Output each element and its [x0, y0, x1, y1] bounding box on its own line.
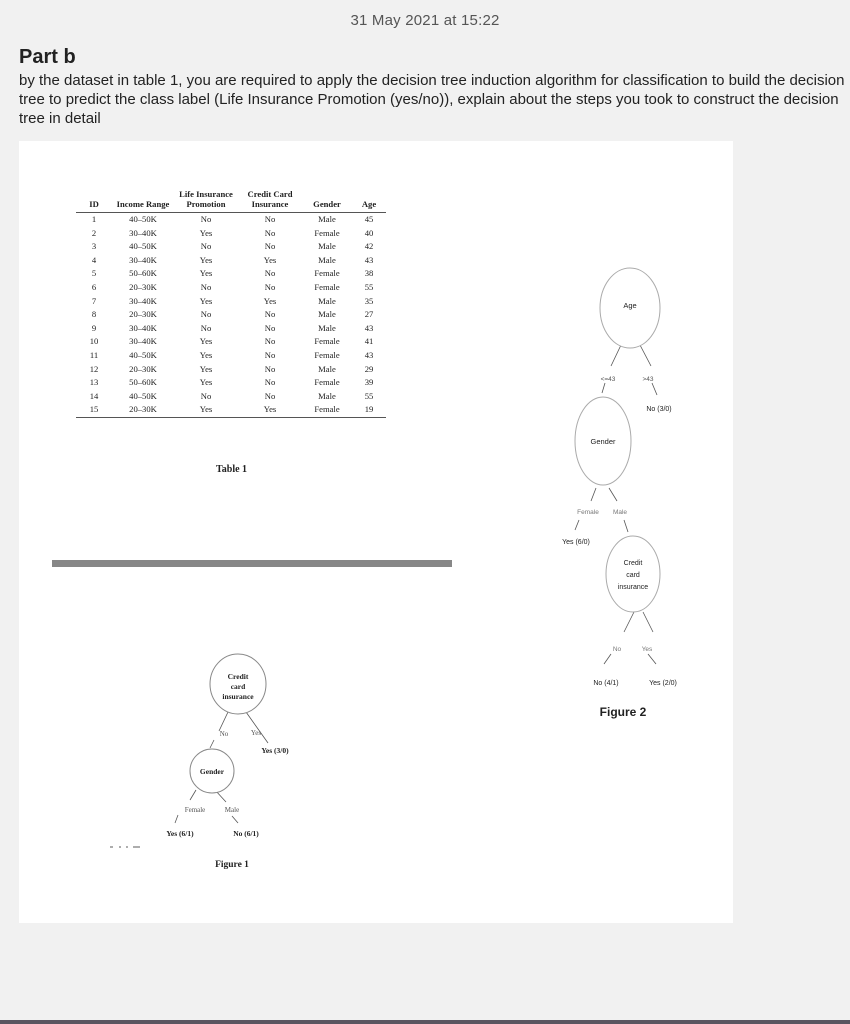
cell-income-range: 40–50K — [129, 214, 157, 224]
cell-income-range: 50–60K — [129, 377, 157, 388]
cell-income-range: 30–40K — [129, 227, 157, 238]
edge-label: >43 — [642, 376, 654, 383]
edge-line — [611, 345, 621, 366]
col-age: Age — [352, 189, 386, 213]
edge-line — [624, 612, 634, 632]
cell-age: 39 — [364, 377, 374, 388]
cell-age: 43 — [364, 349, 374, 360]
cell-life-insurance-promotion: Yes — [199, 336, 213, 347]
cell-life-insurance-promotion: No — [200, 322, 212, 333]
cell-life-insurance-promotion: Yes — [199, 295, 213, 306]
edge-line — [652, 383, 657, 395]
cell-gender: Female — [314, 281, 340, 292]
cell-gender: Female — [314, 227, 340, 238]
cell-credit-card-insurance: No — [264, 241, 276, 252]
figure-1 — [166, 654, 289, 870]
cell-id: 12 — [89, 363, 99, 374]
node-label: Gender — [199, 767, 225, 776]
cell-credit-card-insurance: No — [264, 390, 276, 401]
cell-gender: Male — [318, 363, 336, 374]
cell-life-insurance-promotion: No — [200, 309, 212, 320]
cell-income-range: 20–30K — [129, 281, 157, 292]
cell-id: 4 — [91, 254, 97, 265]
edge-label: Male — [224, 806, 240, 814]
node-label: insurance — [222, 692, 254, 701]
cell-credit-card-insurance: No — [264, 214, 276, 224]
cell-life-insurance-promotion: No — [200, 390, 212, 401]
cell-credit-card-insurance: No — [264, 309, 276, 320]
cell-life-insurance-promotion: No — [200, 241, 212, 252]
cell-income-range: 30–40K — [129, 254, 157, 265]
cell-credit-card-insurance: No — [264, 349, 276, 360]
figure-caption: Figure 2 — [599, 705, 647, 719]
cell-life-insurance-promotion: No — [200, 214, 212, 224]
cell-gender: Female — [314, 268, 340, 279]
cell-id: 14 — [89, 390, 99, 401]
figure-caption: Figure 1 — [215, 860, 249, 870]
edge-label: Male — [612, 509, 628, 516]
cell-gender: Female — [314, 349, 340, 360]
node-label: Credit — [227, 672, 249, 681]
edge-line — [609, 488, 617, 501]
cell-credit-card-insurance: No — [264, 227, 276, 238]
cell-income-range: 20–30K — [129, 363, 157, 374]
leaf-label: Yes (2/0) — [649, 680, 677, 687]
edge-line — [648, 654, 656, 664]
cell-id: 3 — [91, 241, 97, 252]
cell-credit-card-insurance: Yes — [263, 254, 277, 265]
cell-age: 55 — [364, 281, 374, 292]
leaf-label: Yes (6/0) — [562, 539, 590, 546]
cell-income-range: 30–40K — [129, 322, 157, 333]
col-id: ID — [76, 189, 112, 213]
cell-credit-card-insurance: No — [264, 268, 276, 279]
cell-credit-card-insurance: No — [264, 281, 276, 292]
cell-credit-card-insurance: No — [264, 363, 276, 374]
cell-life-insurance-promotion: Yes — [199, 268, 213, 279]
col-income-range: Income Range — [112, 189, 174, 213]
cell-id: 1 — [91, 214, 97, 224]
cell-credit-card-insurance: No — [264, 377, 276, 388]
leaf-label: Yes (3/0) — [261, 746, 289, 755]
cell-id: 13 — [89, 377, 99, 388]
edge-line — [210, 740, 214, 748]
cell-age: 38 — [364, 268, 374, 279]
table-caption: Table 1 — [216, 464, 248, 475]
edge-line — [575, 520, 579, 530]
edge-line — [175, 815, 178, 823]
node-label: Age — [623, 301, 637, 310]
edge-line — [640, 345, 651, 366]
cell-gender: Female — [314, 377, 340, 388]
cell-credit-card-insurance: No — [264, 336, 276, 347]
figure-2 — [562, 268, 677, 719]
cell-gender: Male — [318, 322, 336, 333]
cell-life-insurance-promotion: Yes — [199, 349, 213, 360]
cell-id: 8 — [91, 309, 97, 320]
cell-id: 5 — [91, 268, 97, 279]
cell-gender: Male — [318, 390, 336, 401]
cell-credit-card-insurance: No — [264, 322, 276, 333]
leaf-label: No (3/0) — [646, 406, 672, 413]
cell-income-range: 20–30K — [129, 309, 157, 320]
cell-age: 45 — [364, 214, 374, 224]
cell-credit-card-insurance: Yes — [263, 295, 277, 306]
edge-line — [643, 612, 653, 632]
cell-credit-card-insurance: Yes — [238, 403, 302, 417]
cell-income-range: 30–40K — [129, 295, 157, 306]
cell-age: 42 — [364, 241, 374, 252]
edge-line — [602, 383, 605, 393]
cell-income-range: 30–40K — [129, 336, 157, 347]
cell-gender: Male — [318, 241, 336, 252]
edge-label: No — [612, 646, 622, 653]
node-label: card — [626, 572, 640, 579]
node-label: Credit — [623, 560, 643, 567]
node-label: Gender — [590, 437, 616, 446]
cell-gender: Male — [318, 214, 336, 224]
edge-label: <=43 — [600, 376, 616, 383]
cell-life-insurance-promotion: Yes — [174, 403, 238, 417]
edge-label: Female — [184, 806, 206, 814]
edge-line — [219, 712, 228, 731]
cell-gender: Female — [302, 403, 352, 417]
cell-gender: Male — [318, 295, 336, 306]
cell-id: 15 — [76, 403, 112, 417]
leaf-label: No (4/1) — [593, 680, 619, 687]
leaf-label: No (6/1) — [233, 829, 259, 838]
col-gender: Gender — [302, 189, 352, 213]
cell-age: 40 — [364, 227, 374, 238]
edge-line — [624, 520, 628, 532]
cell-id: 7 — [91, 295, 97, 306]
cell-age: 35 — [364, 295, 374, 306]
cell-id: 2 — [91, 227, 97, 238]
cell-life-insurance-promotion: Yes — [199, 254, 213, 265]
cell-life-insurance-promotion: Yes — [199, 227, 213, 238]
cell-age: 41 — [364, 336, 374, 347]
cell-gender: Female — [314, 336, 340, 347]
edge-label: Female — [577, 509, 599, 516]
cell-income-range: 40–50K — [129, 349, 157, 360]
cell-life-insurance-promotion: Yes — [199, 363, 213, 374]
edge-line — [190, 790, 196, 800]
col-credit-card-insurance: Credit Card Insurance — [238, 189, 302, 213]
cell-age: 43 — [364, 322, 374, 333]
cell-id: 6 — [91, 281, 97, 292]
col-life-insurance-promotion: Life Insurance Promotion — [174, 189, 238, 213]
edge-label: Yes — [250, 729, 262, 737]
cell-age: 29 — [364, 363, 374, 374]
cell-age: 19 — [352, 403, 386, 417]
cell-age: 55 — [364, 390, 374, 401]
cell-life-insurance-promotion: No — [200, 281, 212, 292]
cell-income-range: 40–50K — [129, 390, 157, 401]
cell-income-range: 20–30K — [112, 403, 174, 417]
cell-gender: Male — [318, 309, 336, 320]
edge-line — [232, 816, 238, 823]
cell-id: 10 — [89, 336, 99, 347]
cell-income-range: 40–50K — [129, 241, 157, 252]
edge-label: No — [219, 730, 229, 738]
cell-id: 11 — [89, 349, 99, 360]
cell-id: 9 — [91, 322, 97, 333]
cell-gender: Male — [318, 254, 336, 265]
cell-life-insurance-promotion: Yes — [199, 377, 213, 388]
question-text: by the dataset in table 1, you are required to apply the decision tree induction algorithm for classification to build the decision tree to predict the class label (Life Insurance Promotion (yes/no)), explain about the steps you took to construct the decision tree in detail — [19, 72, 845, 127]
edge-line — [246, 712, 268, 743]
node-label: insurance — [617, 584, 649, 591]
edge-line — [604, 654, 611, 664]
leaf-label: Yes (6/1) — [166, 829, 194, 838]
cell-income-range: 50–60K — [129, 268, 157, 279]
edge-line — [591, 488, 596, 501]
edge-label: Yes — [641, 646, 653, 653]
cell-age: 43 — [364, 254, 374, 265]
timestamp: 31 May 2021 at 15:22 — [350, 12, 500, 29]
page-title: Part b — [19, 46, 76, 68]
bottom-edge — [0, 1020, 850, 1024]
node-label: card — [230, 682, 246, 691]
cell-age: 27 — [364, 309, 374, 320]
